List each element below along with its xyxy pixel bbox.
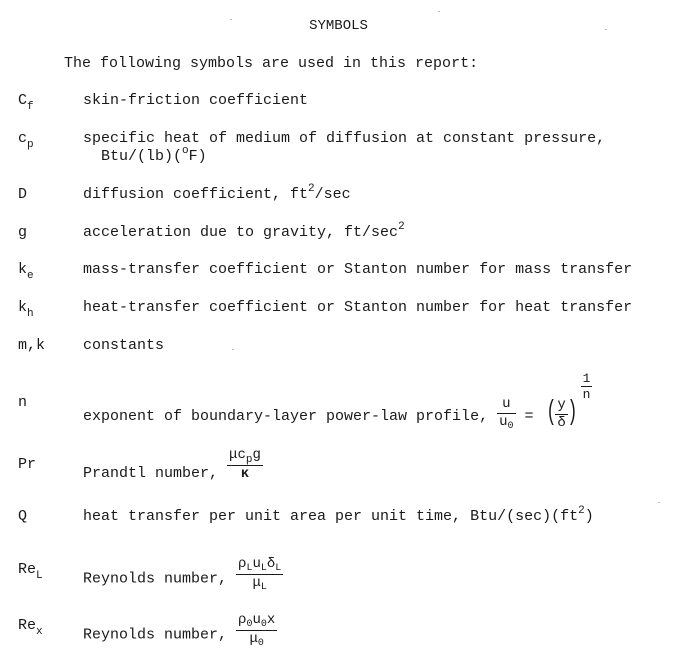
definition: mass-transfer coefficient or Stanton number for mass transfer (83, 261, 633, 278)
definition: heat-transfer coefficient or Stanton number for heat transfer (83, 299, 633, 316)
equals-sign: = (524, 408, 534, 425)
scan-speck (658, 502, 660, 503)
page-title: SYMBOLS (309, 18, 368, 34)
symbol: $C_f$ (18, 92, 34, 113)
scan-speck (232, 349, 234, 350)
symbol: $Re_L$ (18, 561, 43, 582)
symbol: n (18, 394, 28, 411)
definition: exponent of boundary-layer power-law profile, $\frac{u}{u_0}$ = ( $\frac{y}{\delta}$ ) $\frac{1}{n}$ (83, 371, 591, 433)
definition: Reynolds number, $\frac{\rho_0u_0x}{\mu_0}$ (83, 612, 276, 649)
velocity-ratio-fraction: $\frac{u}{u_0}$ (499, 396, 514, 433)
symbol: Q (18, 508, 28, 525)
symbol: D (18, 186, 28, 203)
symbol: $c_p$ (18, 130, 34, 151)
reynolds-l-fraction: $\frac{\rho_Lu_L\delta_L}{\mu_L}$ (238, 556, 282, 593)
definition: Prandtl number, $\frac{\mu c_pg}{\kappa}$ (83, 447, 261, 482)
definition-units: Btu/(lb)($^o$F) (101, 145, 207, 165)
reynolds-x-fraction: $\frac{\rho_0u_0x}{\mu_0}$ (238, 612, 276, 649)
definition: specific heat of medium of diffusion at constant pressure, (83, 130, 606, 147)
symbol: m,k (18, 337, 46, 354)
definition: Reynolds number, $\frac{\rho_Lu_L\delta_L}{\mu_L}$ (83, 556, 282, 593)
definition: heat transfer per unit area per unit time, Btu/$(\sec)(ft^2)$ (83, 505, 594, 525)
intro-text: The following symbols are used in this report: (64, 55, 479, 72)
definition: diffusion coefficient, $ft^2/\sec$ (83, 183, 351, 203)
symbol: $Re_x$ (18, 617, 43, 638)
definition: skin-friction coefficient (83, 92, 309, 109)
scan-speck (438, 11, 440, 12)
definition: acceleration due to gravity, $ft/\sec^2$ (83, 221, 405, 241)
height-ratio-fraction: $\frac{y}{\delta}$ (557, 396, 566, 431)
prandtl-fraction: $\frac{\mu c_pg}{\kappa}$ (229, 447, 261, 482)
definition: constants (83, 337, 165, 354)
symbol: Pr (18, 456, 37, 473)
symbol: $k_e$ (18, 261, 34, 282)
symbol: $k_h$ (18, 299, 34, 320)
scan-speck (605, 29, 607, 30)
scan-speck (230, 19, 232, 20)
symbol: g (18, 224, 28, 241)
exponent-fraction: $\frac{1}{n}$ (582, 371, 591, 402)
